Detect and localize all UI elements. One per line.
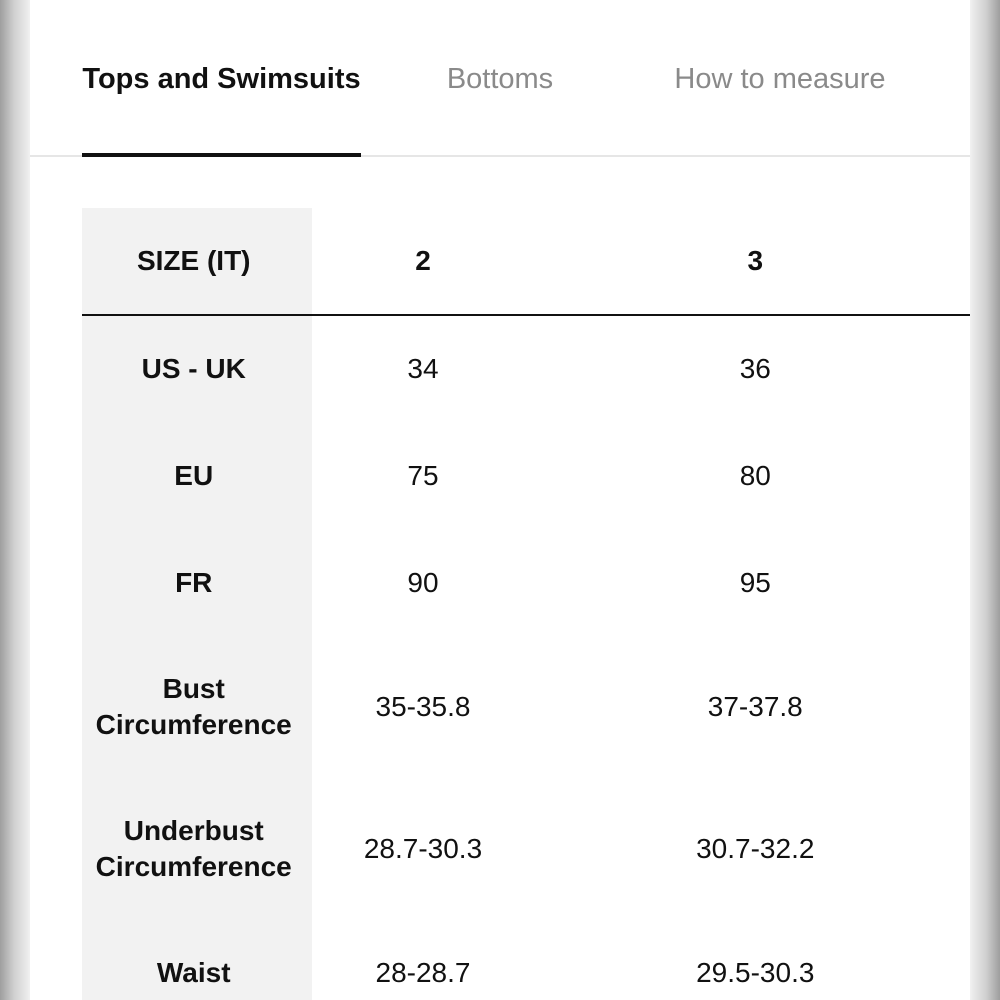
header-label: SIZE (IT): [136, 245, 251, 276]
header-size-2: 2: [415, 245, 431, 276]
row-value: 75: [407, 459, 439, 491]
row-label: FR: [175, 566, 213, 598]
row-value: 37-37.8: [707, 691, 803, 722]
row-value: 35-35.8: [375, 691, 471, 722]
table-header-row: [82, 208, 970, 314]
table-row: [82, 778, 970, 920]
size-guide-panel: [30, 0, 970, 1000]
table-row: [82, 529, 970, 636]
row-label: Waist: [156, 957, 231, 988]
row-value: 28-28.7: [375, 957, 471, 988]
table-row: [82, 920, 970, 1000]
row-value: 90: [407, 566, 439, 598]
row-value: 80: [739, 459, 771, 491]
size-guide-tabs: [30, 0, 970, 157]
row-label: US - UK: [141, 353, 246, 384]
row-value: 36: [739, 353, 771, 384]
row-value: 29.5-30.3: [696, 957, 815, 988]
active-tab-indicator: [82, 153, 361, 157]
header-size-3: 3: [747, 245, 764, 276]
table-row: [82, 316, 970, 422]
row-value: 28.7-30.3: [363, 833, 483, 864]
row-label: EU: [174, 459, 214, 491]
table-row: [82, 636, 970, 778]
tab-tops-and-swimsuits[interactable]: Tops and Swimsuits: [82, 62, 361, 95]
tab-how-to-measure[interactable]: How to measure: [674, 62, 886, 95]
row-label: Underbust Circumference: [95, 815, 292, 882]
row-value: 34: [407, 353, 439, 384]
row-value: 95: [739, 566, 771, 598]
tab-bottoms[interactable]: Bottoms: [446, 62, 554, 95]
row-value: 30.7-32.2: [696, 833, 815, 864]
table-row: [82, 422, 970, 529]
row-label: Bust Circumference: [95, 673, 292, 740]
